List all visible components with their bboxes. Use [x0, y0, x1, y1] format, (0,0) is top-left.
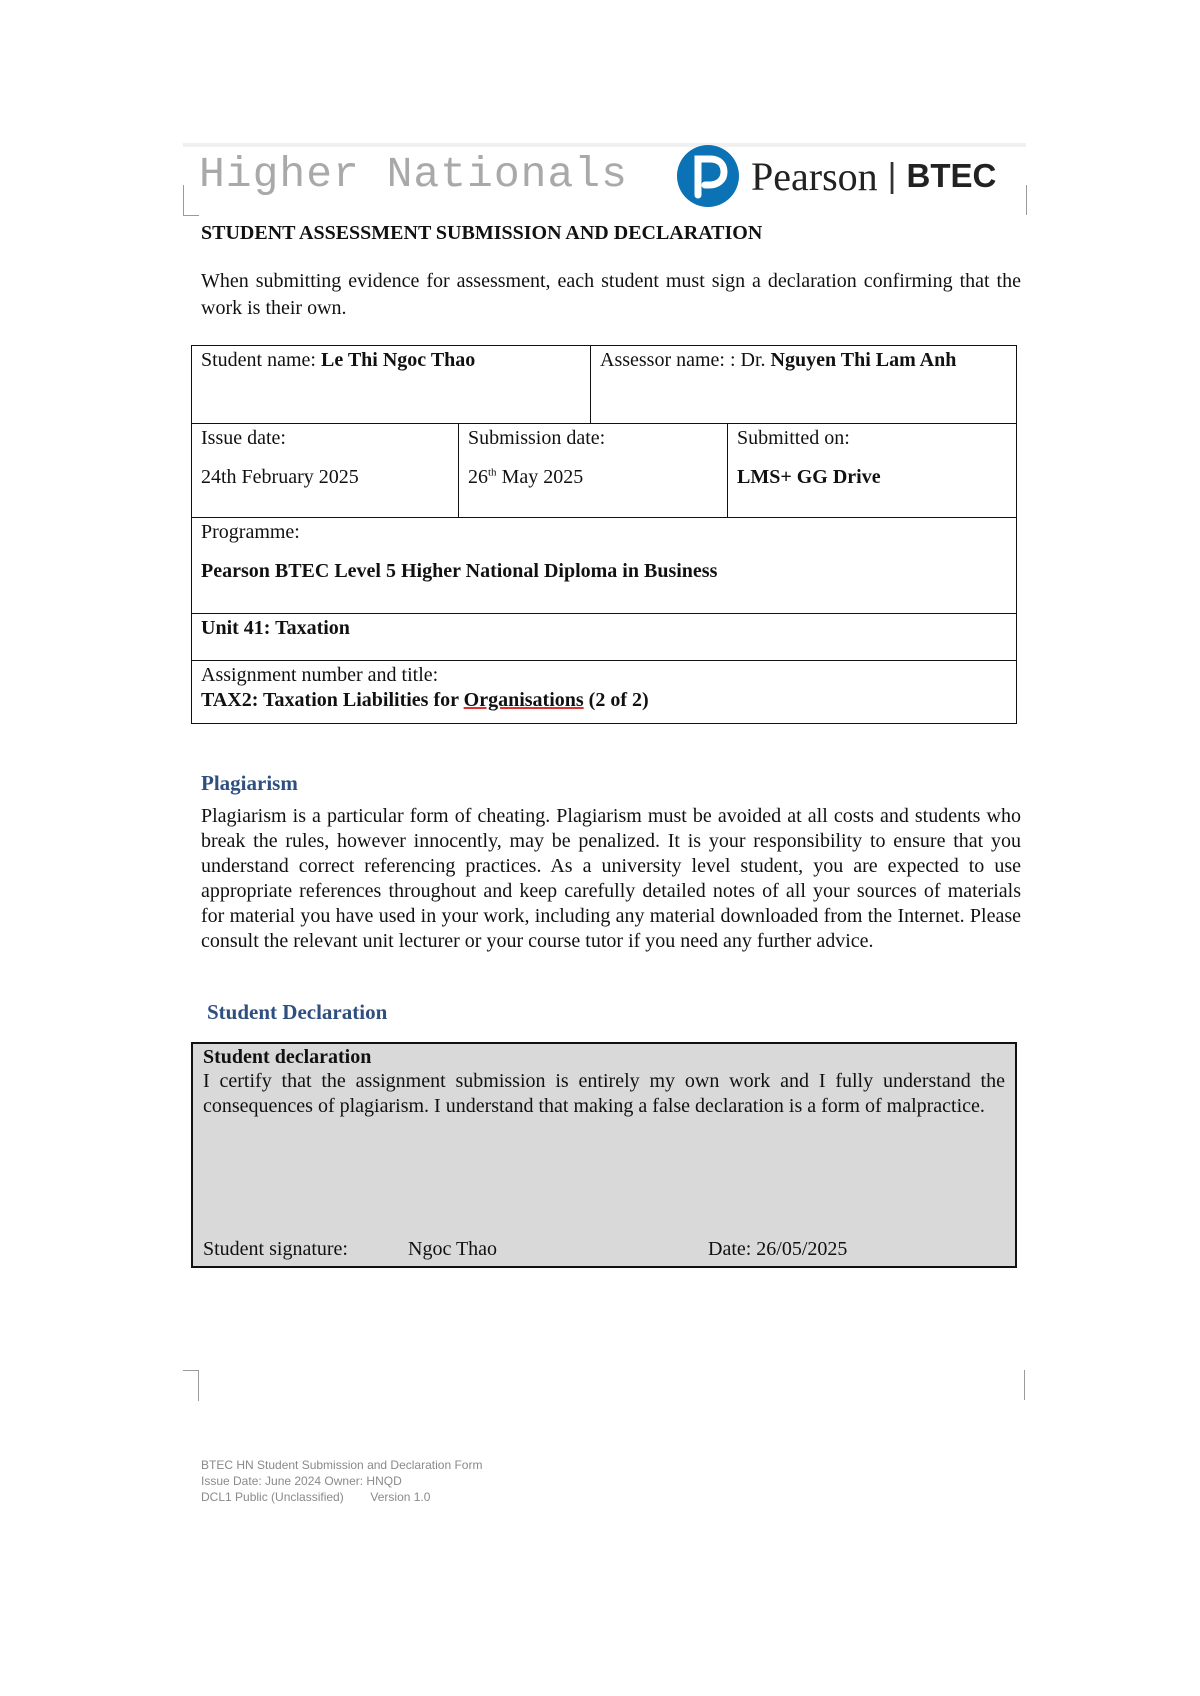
plagiarism-paragraph: Plagiarism is a particular form of cheating. Plagiarism must be avoided at all costs and students who break the rules, however innocently, may be penalized. It is your responsibility to ensure that you understand correct referencing practices. As a university level student, you are expected to use appropriate references throughout and keep carefully detailed notes of all your sources of materials for material you have used in your work, including any material downloaded from the Internet. Please consult the relevant unit lecturer or your course tutor if you need any further advice. — [201, 805, 1021, 952]
declaration-box-title: Student declaration — [203, 1046, 372, 1068]
submission-date-label: Submission date: — [468, 427, 606, 449]
programme-label: Programme: — [201, 521, 300, 543]
student-declaration-title: Student Declaration — [207, 1000, 388, 1024]
student-name-value: Le Thi Ngoc Thao — [320, 349, 476, 371]
student-name-cell — [192, 346, 591, 423]
submitted-on-label: Submitted on: — [737, 427, 850, 449]
btec-wordmark: BTEC — [906, 157, 997, 194]
issue-date-label: Issue date: — [201, 427, 286, 449]
page-footer — [201, 1457, 482, 1505]
brand-separator: | — [887, 156, 897, 195]
submission-date-value: 26th May 2025 — [468, 466, 584, 488]
margin-corner-mark — [1024, 185, 1027, 215]
footer-line: DCL1 Public (Unclassified) Version 1.0 — [201, 1490, 431, 1504]
signature-value: Ngoc Thao — [408, 1238, 498, 1260]
margin-corner-mark — [1024, 1370, 1027, 1400]
issue-date-cell — [192, 424, 459, 518]
issue-date-value: 24th February 2025 — [201, 466, 359, 488]
intro-paragraph: When submitting evidence for assessment, each student must sign a declaration confirming that the work is their own. — [201, 270, 1021, 319]
unit-value: Unit 41: Taxation — [201, 617, 350, 639]
unit-cell — [192, 614, 1017, 661]
plagiarism-title: Plagiarism — [201, 771, 298, 795]
document-heading: STUDENT ASSESSMENT SUBMISSION AND DECLARATION — [201, 222, 763, 244]
name-row — [192, 346, 1017, 424]
signature-row — [203, 1238, 1003, 1264]
declaration-box — [191, 1042, 1017, 1268]
programme-cell — [192, 518, 1017, 614]
margin-corner-mark — [183, 185, 199, 216]
assignment-title: TAX2: Taxation Liabilities for Organisations (2 of 2) — [201, 689, 649, 711]
assignment-cell — [192, 661, 1017, 724]
footer-line: Issue Date: June 2024 Owner: HNQD — [201, 1474, 402, 1488]
margin-corner-mark — [183, 1370, 199, 1401]
signature-label: Student signature: — [203, 1238, 348, 1260]
higher-nationals-title: Higher Nationals — [199, 150, 628, 199]
pearson-btec-logo — [677, 145, 996, 207]
assessment-info-table — [191, 345, 1017, 724]
assignment-label: Assignment number and title: — [201, 664, 439, 686]
student-name-label: Student name: — [201, 349, 321, 371]
pearson-wordmark: Pearson — [751, 153, 878, 199]
assessor-name-value: Nguyen Thi Lam Anh — [770, 349, 957, 371]
pearson-p-icon — [677, 145, 739, 207]
signature-date: Date: 26/05/2025 — [708, 1238, 848, 1260]
declaration-body: I certify that the assignment submission is entirely my own work and I fully understand the consequences of plagiarism. I understand that making a false declaration is a form of malpractice. — [203, 1070, 1005, 1117]
programme-value: Pearson BTEC Level 5 Higher National Diploma in Business — [201, 560, 718, 582]
submitted-on-cell — [728, 424, 1017, 518]
submission-date-cell — [459, 424, 728, 518]
assessor-name-label: Assessor name: : Dr. — [600, 349, 771, 371]
assessor-name-cell — [591, 346, 1016, 423]
footer-line: BTEC HN Student Submission and Declaration Form — [201, 1458, 483, 1472]
submitted-on-value: LMS+ GG Drive — [737, 466, 881, 488]
